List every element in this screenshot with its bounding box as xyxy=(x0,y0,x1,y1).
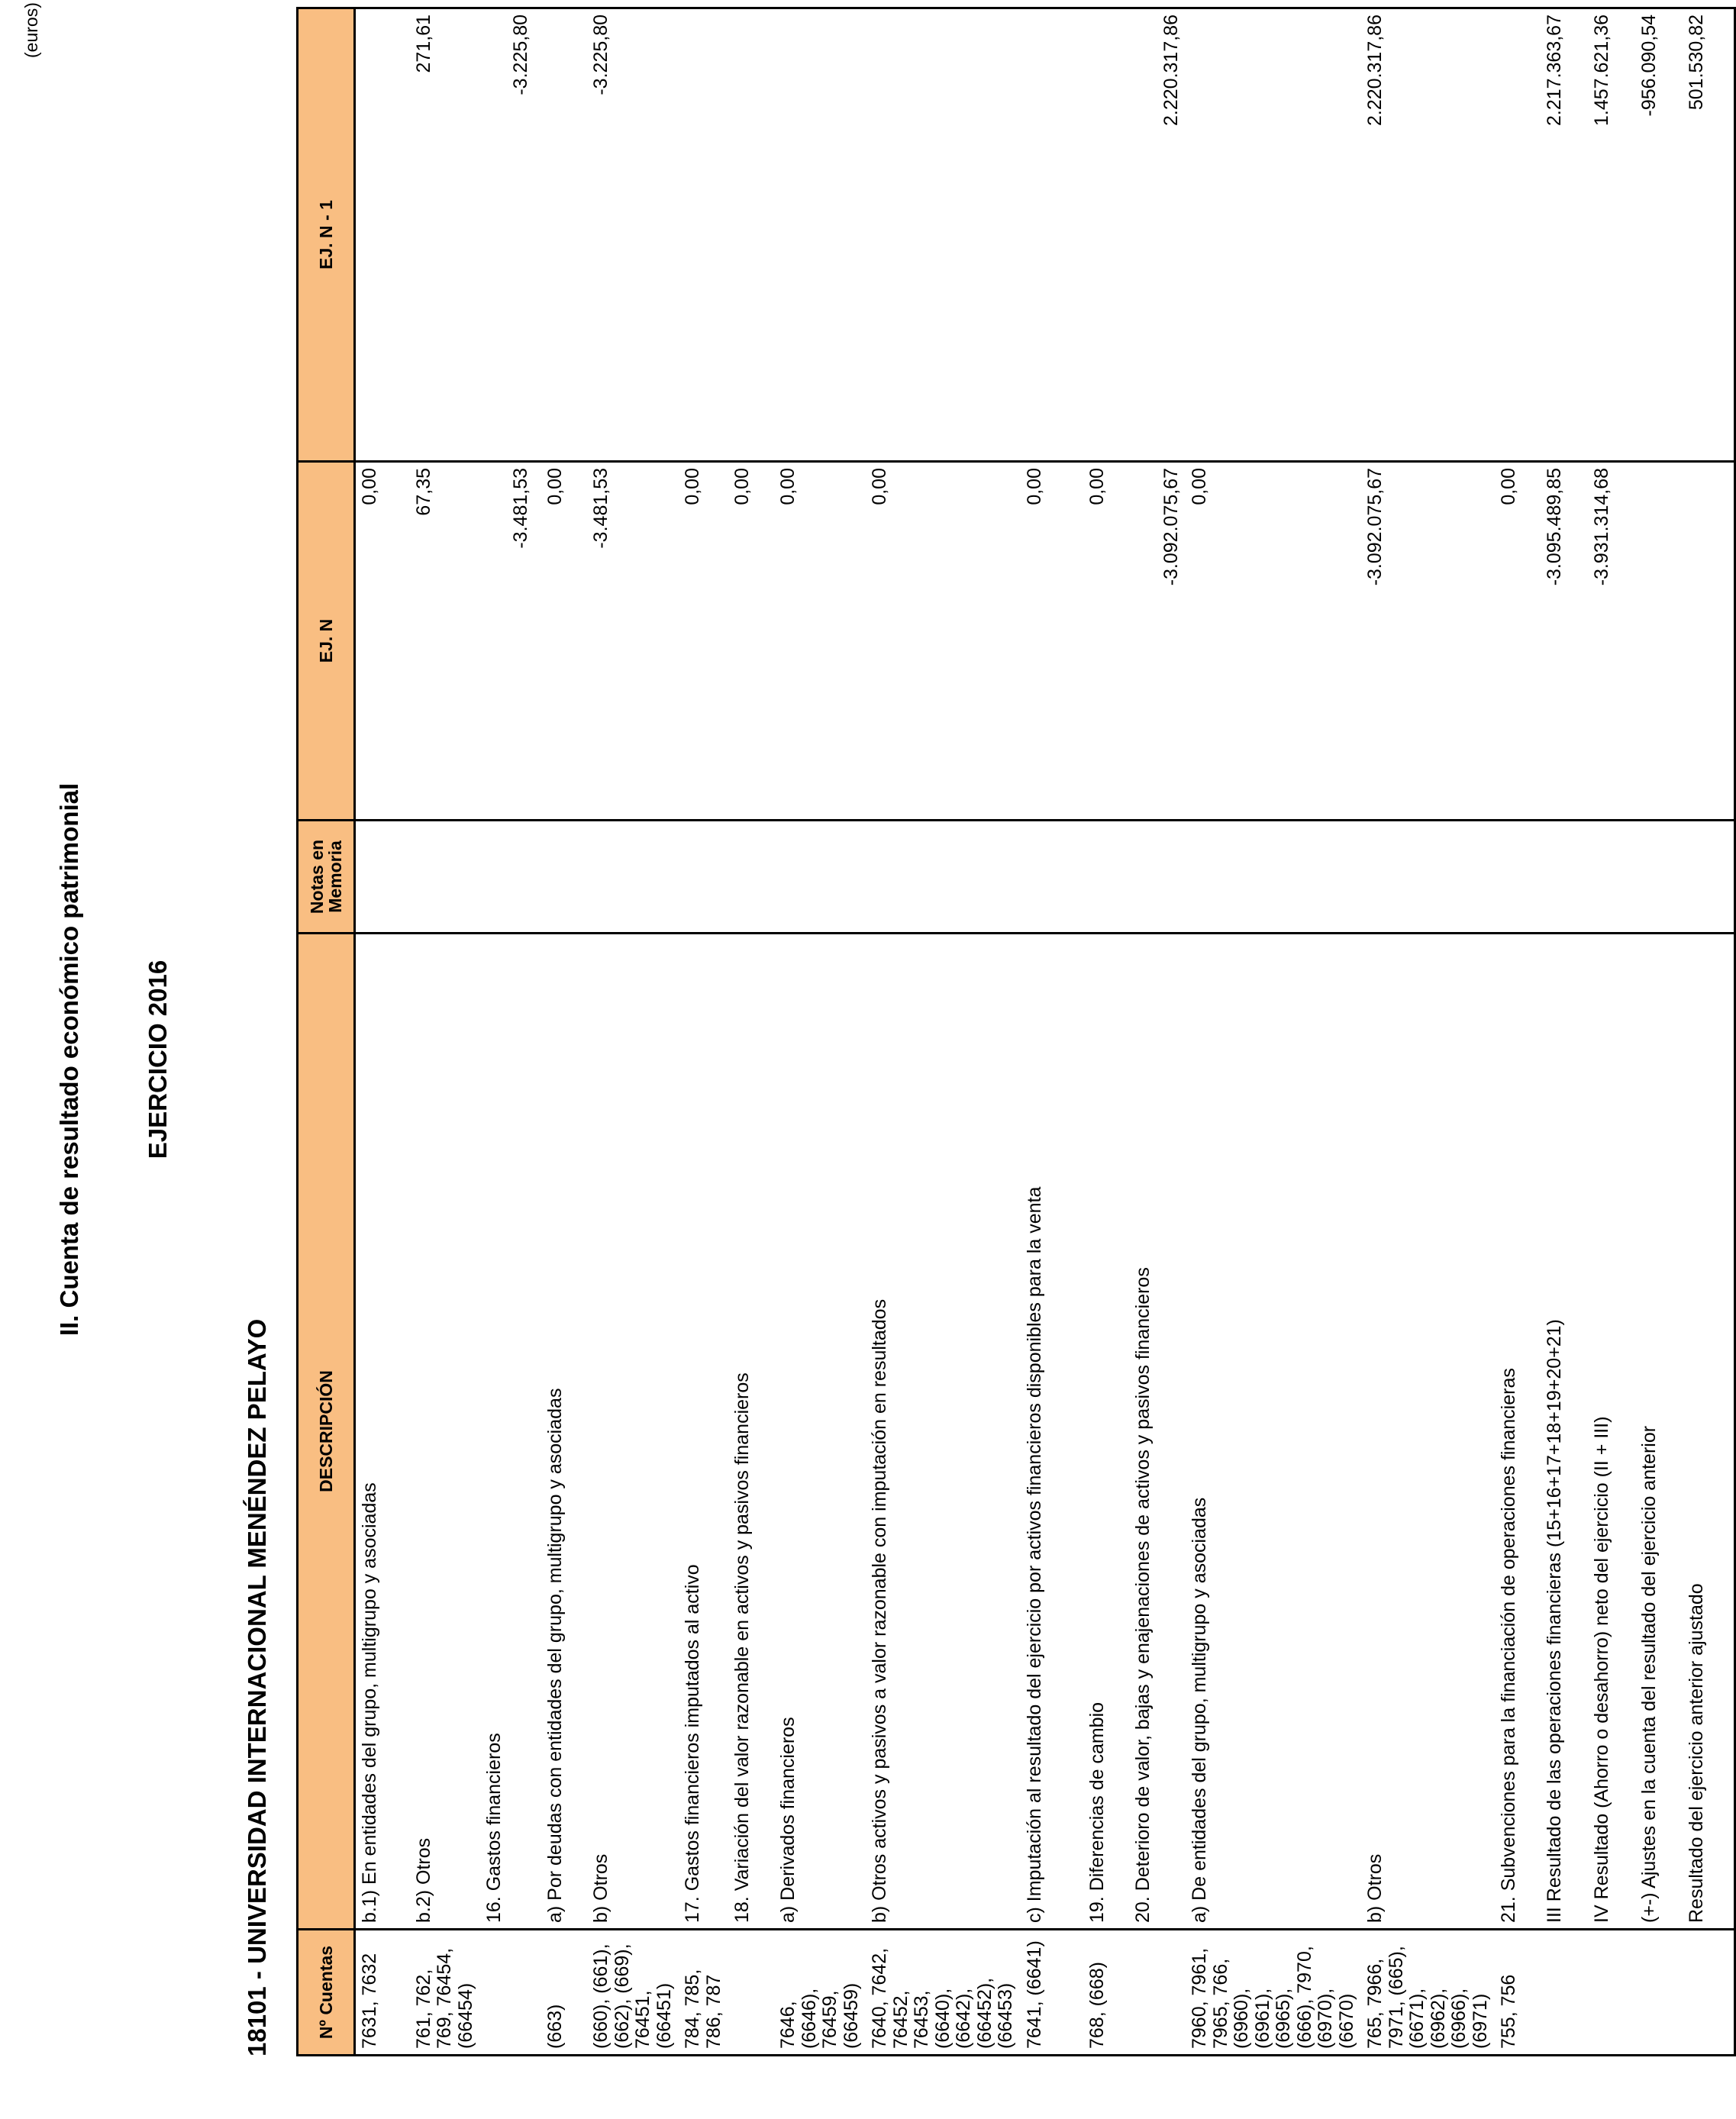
value-previous-cell: 2.220.317,86 xyxy=(1361,8,1495,462)
value-previous-cell xyxy=(1186,8,1361,462)
value-current-cell: -3.092.075,67 xyxy=(1129,462,1186,821)
value-current-cell: 0,00 xyxy=(866,462,1021,821)
notes-cell xyxy=(1083,821,1129,934)
table-row xyxy=(587,8,679,2056)
account-codes-cell: 7640, 7642, 76452, 76453, (6640), (6642), (66452), (66453) xyxy=(866,1930,1021,2056)
table-row xyxy=(480,8,541,2056)
table-row xyxy=(1541,8,1588,2056)
value-previous-cell xyxy=(774,8,866,462)
value-current-cell: 0,00 xyxy=(1186,462,1361,821)
value-current-cell: 67,35 xyxy=(410,462,481,821)
account-codes-cell: 784, 785, 786, 787 xyxy=(679,1930,728,2056)
description-cell: 17. Gastos financieros imputados al activo xyxy=(679,934,728,1930)
value-previous-cell: 271,61 xyxy=(410,8,481,462)
value-previous-cell: 1.457.621,36 xyxy=(1588,8,1635,462)
value-current-cell: 0,00 xyxy=(728,462,774,821)
table-row xyxy=(1635,8,1683,2056)
value-previous-cell: -3.225,80 xyxy=(480,8,541,462)
column-header-cuentas: Nº Cuentas xyxy=(298,1930,355,2056)
table-header-row xyxy=(298,8,355,2056)
value-previous-cell xyxy=(1495,8,1541,462)
value-current-cell: -3.481,53 xyxy=(480,462,541,821)
description-cell: Resultado del ejercicio anterior ajustado xyxy=(1683,934,1734,1930)
notes-cell xyxy=(774,821,866,934)
value-previous-cell xyxy=(866,8,1021,462)
value-previous-cell: 2.217.363,67 xyxy=(1541,8,1588,462)
value-previous-cell: -3.225,80 xyxy=(587,8,679,462)
column-header-ej-n: EJ. N xyxy=(298,462,355,821)
account-codes-cell xyxy=(1683,1930,1734,2056)
notes-cell xyxy=(1588,821,1635,934)
account-codes-cell xyxy=(728,1930,774,2056)
value-previous-cell xyxy=(1083,8,1129,462)
description-cell: c) Imputación al resultado del ejercicio por activos financieros disponibles para la venta xyxy=(1021,934,1083,1930)
description-cell: a) Por deudas con entidades del grupo, multigrupo y asociadas xyxy=(541,934,587,1930)
description-cell: a) Derivados financieros xyxy=(774,934,866,1930)
notes-cell xyxy=(1129,821,1186,934)
account-codes-cell xyxy=(1635,1930,1683,2056)
description-cell: b) Otros xyxy=(1361,934,1495,1930)
table-row xyxy=(1186,8,1361,2056)
notes-cell xyxy=(728,821,774,934)
description-cell: IV Resultado (Ahorro o desahorro) neto del ejercicio (II + III) xyxy=(1588,934,1635,1930)
account-codes-cell: 7631, 7632 xyxy=(355,1930,410,2056)
table-row xyxy=(1495,8,1541,2056)
account-codes-cell xyxy=(1129,1930,1186,2056)
value-current-cell: -3.931.314,68 xyxy=(1588,462,1635,821)
notes-cell xyxy=(480,821,541,934)
results-table xyxy=(296,7,1736,2056)
table-row xyxy=(1021,8,1083,2056)
account-codes-cell: (663) xyxy=(541,1930,587,2056)
value-previous-cell: 501.530,82 xyxy=(1683,8,1734,462)
account-codes-cell xyxy=(1588,1930,1635,2056)
fiscal-year-heading: EJERCICIO 2016 xyxy=(144,960,172,1159)
account-codes-cell: 761, 762, 769, 76454, (66454) xyxy=(410,1930,481,2056)
table-row xyxy=(355,8,410,2056)
description-cell: 21. Subvenciones para la financiación de operaciones financieras xyxy=(1495,934,1541,1930)
value-current-cell: 0,00 xyxy=(355,462,410,821)
value-current-cell xyxy=(1683,462,1734,821)
notes-cell xyxy=(1021,821,1083,934)
notes-cell xyxy=(1541,821,1588,934)
account-codes-cell: 755, 756 xyxy=(1495,1930,1541,2056)
column-header-ej-n1: EJ. N - 1 xyxy=(298,8,355,462)
description-cell: 18. Variación del valor razonable en activos y pasivos financieros xyxy=(728,934,774,1930)
description-cell: b) Otros xyxy=(587,934,679,1930)
currency-units: (euros) xyxy=(21,2,41,58)
value-previous-cell: -956.090,54 xyxy=(1635,8,1683,462)
value-previous-cell xyxy=(355,8,410,462)
notes-cell xyxy=(541,821,587,934)
value-current-cell: 0,00 xyxy=(1495,462,1541,821)
page-title: II. Cuenta de resultado económico patrimonial xyxy=(55,782,83,1337)
notes-cell xyxy=(410,821,481,934)
description-cell: b.1) En entidades del grupo, multigrupo y asociadas xyxy=(355,934,410,1930)
notes-cell xyxy=(1186,821,1361,934)
notes-cell xyxy=(1683,821,1734,934)
table-row xyxy=(1361,8,1495,2056)
value-previous-cell xyxy=(541,8,587,462)
notes-cell xyxy=(1361,821,1495,934)
value-current-cell: -3.481,53 xyxy=(587,462,679,821)
column-header-notas: Notas en Memoria xyxy=(298,821,355,934)
value-previous-cell: 2.220.317,86 xyxy=(1129,8,1186,462)
notes-cell xyxy=(587,821,679,934)
notes-cell xyxy=(866,821,1021,934)
column-header-descripcion: DESCRIPCIÓN xyxy=(298,934,355,1930)
notes-cell xyxy=(1495,821,1541,934)
description-cell: b) Otros activos y pasivos a valor razonable con imputación en resultados xyxy=(866,934,1021,1930)
account-codes-cell: 7641, (6641) xyxy=(1021,1930,1083,2056)
account-codes-cell: 7646, (6646), 76459, (66459) xyxy=(774,1930,866,2056)
value-previous-cell xyxy=(728,8,774,462)
account-codes-cell xyxy=(1541,1930,1588,2056)
value-current-cell: 0,00 xyxy=(541,462,587,821)
description-cell: (+-) Ajustes en la cuenta del resultado del ejercicio anterior xyxy=(1635,934,1683,1930)
table-row xyxy=(1588,8,1635,2056)
value-previous-cell xyxy=(1021,8,1083,462)
entity-name: 18101 - UNIVERSIDAD INTERNACIONAL MENÉNDEZ PELAYO xyxy=(243,1318,271,2056)
table-row xyxy=(774,8,866,2056)
value-current-cell: -3.095.489,85 xyxy=(1541,462,1588,821)
notes-cell xyxy=(679,821,728,934)
value-current-cell: -3.092.075,67 xyxy=(1361,462,1495,821)
account-codes-cell: 768, (668) xyxy=(1083,1930,1129,2056)
description-cell: 20. Deterioro de valor, bajas y enajenaciones de activos y pasivos financieros xyxy=(1129,934,1186,1930)
table-row xyxy=(541,8,587,2056)
table-row xyxy=(1683,8,1734,2056)
table-row xyxy=(1083,8,1129,2056)
table-body xyxy=(355,8,1735,2056)
table-row xyxy=(866,8,1021,2056)
value-previous-cell xyxy=(679,8,728,462)
description-cell: III Resultado de las operaciones financieras (15+16+17+18+19+20+21) xyxy=(1541,934,1588,1930)
description-cell: b.2) Otros xyxy=(410,934,481,1930)
value-current-cell: 0,00 xyxy=(774,462,866,821)
notes-cell xyxy=(1635,821,1683,934)
notes-cell xyxy=(355,821,410,934)
table-row xyxy=(410,8,481,2056)
account-codes-cell: 7960, 7961, 7965, 766, (6960), (6961), (6965), (666), 7970, (6970), (6670) xyxy=(1186,1930,1361,2056)
account-codes-cell xyxy=(480,1930,541,2056)
value-current-cell xyxy=(1635,462,1683,821)
description-cell: a) De entidades del grupo, multigrupo y asociadas xyxy=(1186,934,1361,1930)
description-cell: 16. Gastos financieros xyxy=(480,934,541,1930)
table-row xyxy=(728,8,774,2056)
value-current-cell: 0,00 xyxy=(1083,462,1129,821)
table-row xyxy=(1129,8,1186,2056)
value-current-cell: 0,00 xyxy=(1021,462,1083,821)
account-codes-cell: (660), (661), (662), (669), 76451, (66451) xyxy=(587,1930,679,2056)
table-row xyxy=(679,8,728,2056)
account-codes-cell: 765, 7966, 7971, (665), (6671), (6962), (6966), (6971) xyxy=(1361,1930,1495,2056)
description-cell: 19. Diferencias de cambio xyxy=(1083,934,1129,1930)
value-current-cell: 0,00 xyxy=(679,462,728,821)
